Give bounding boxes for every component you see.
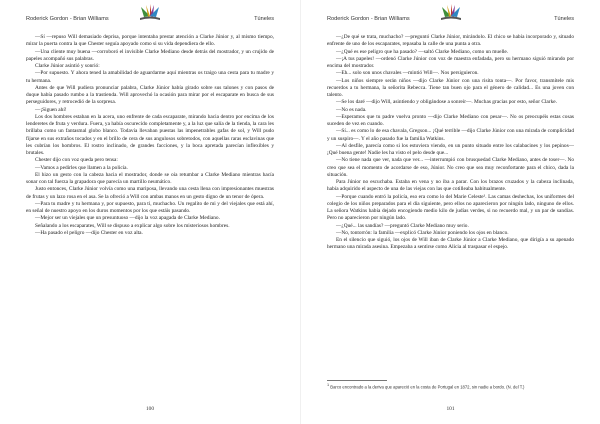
footnote-mark: 1 [327, 383, 330, 387]
paragraph: Señalando a los escaparates, Will se dispuso a explicar algo sobre los misteriosos hombres. [35, 222, 230, 229]
right-page [300, 0, 600, 424]
paragraph: —Eh... solo son unos chavales —mintió Will—. Nos persiguieron. [336, 70, 479, 77]
paragraph: —Por supuesto. Y ahora tened la amabilidad de aguardarme aquí mientras os traigo una cesta para tu madre y tu hermana. [26, 70, 274, 84]
paragraph: Antes de que Will pudiera pronunciar palabra, Clarke Júnior había girado sobre sus talones y con pasos de duque había pasado rumbo a la trastienda. Will aprovechó la ocasión para mirar por el escaparate en busca de sus perseguidores, y retrocedió de la sorpresa. [26, 84, 274, 106]
publisher-logo-icon [438, 4, 464, 24]
paragraph: —Sí... es como lo de esa chavala, Gregson... ¡Qué terrible —dijo Clarke Júnior con una mirada de complicidad y un suspiro—. Y el año pasado fue la familia Watkins. [327, 128, 574, 142]
paragraph: —¡A tus papeles! —ordenó Clarke Júnior con voz de maestra enfadada, pero su hermano siguió mirando por encima del mostrador. [327, 55, 574, 69]
right-page-number: 101 [446, 406, 455, 412]
paragraph: Chester dijo con voz queda pero tensa: [35, 157, 118, 164]
paragraph: —¿Qué es ese peligro que ha pasado? —saltó Clarke Mediano, como un muelle. [336, 48, 509, 55]
paragraph: —Una cliente muy buena —corroboró el invisible Clarke Mediano desde detrás del mostrador, y un crujido de papeles acompañó sus palabras. [26, 48, 274, 62]
paragraph: —Se los daré —dijo Will, asintiendo y obligándose a sonreír—. Muchas gracias por esto, señor Clarke. [336, 99, 557, 106]
paragraph: —Los niños siempre serán niños —dijo Clarke Júnior con una risita tonta—. Por favor, transmítele mis recuerdos a tu hermana, la señorita Rebecca. Tiene tan buen ojo para el género de calidad... Es una joven con talento. [327, 77, 574, 98]
right-page-body [327, 34, 574, 252]
header-book-title: Túneles [554, 16, 574, 22]
paragraph: —Ha pasado el peligro —dijo Chester en voz alta. [35, 229, 143, 236]
paragraph: —No tiene nada que ver, nada que ver... —interrumpió con brusquedad Clarke Mediano, antes de toser—. No creo que sea el momento de acordarse de eso, Júnior. No creo que sea muy reconfortante para el chico, dada la situación. [327, 157, 574, 178]
paragraph: —Vamos a pedirles que llamen a la policía. [35, 164, 128, 171]
paragraph: El hizo un gesto con la cabeza hacia el mostrador, donde se oía retumbar a Clarke Mediano mientras hacía sonar con tal fuerza la grapadora que parecía un martillo neumático. [26, 171, 274, 185]
paragraph: —Sí —repuso Will demasiado deprisa, porque intentaba prestar atención a Clarke Júnior y, al mismo tiempo, mirar la puerta contra la que Chester seguía apoyado como si su vida dependiera de ello. [26, 34, 274, 48]
footnote [327, 383, 574, 390]
footnote-text: Barco encontrado a la deriva que apareció en la costa de Portugal en 1872, sin nadie a bordo. (N. del T.) [330, 384, 525, 390]
paragraph: —¿Qué... las sandías? —preguntó Clarke Mediano muy serio. [336, 222, 469, 229]
paragraph: —Esperamos que tu padre vuelva pronto —dijo Clarke Mediano con pesar—. No os preocupéis estas cosas suceden de vez en cuando. [327, 113, 574, 127]
header-book-title: Túneles [254, 16, 274, 22]
paragraph: —No es nada. [336, 106, 367, 113]
paragraph: Los dos hombres estaban en la acera, uno enfrente de cada escaparate, mirando hacia dentro por encima de los lenderetes de fruta y verdura. Fuera, ya había oscurecido completamente y, a la luz que salía de la tienda, la cara les brillaba como un fantasmal globo blanco. Todavía llevaban puestas las impenetrables gafas de sol, y Will pudo fijarse en sus extraños tocados y en el brillo de cera de sus angulosos sobretodos, con aquellas raras esclavinas que les cubrían los hombros. El rostro inclinado, de grandes facciones, y la boca apretada parecían inflexibles y brutales. [26, 113, 274, 156]
left-page-body [26, 34, 274, 237]
paragraph: —No, tontorrón: la familia —explicó Clarke Júnior poniendo los ojos en blanco. [336, 229, 509, 236]
paragraph: Para Júnior no escuchaba. Estaba en vena y no iba a parar. Con los brazos cruzados y la cabeza inclinada, había adquirido el aspecto de una de las viejas con las que cotilleaba habitualmente. [327, 179, 574, 193]
paragraph: —¡Siguen ahí! [35, 106, 67, 113]
header-author: Roderick Gordon - Brian Williams [26, 16, 109, 22]
paragraph: —¿De qué se trata, muchacho? —preguntó Clarke Júnior, mirándolo. El chico se había incorporado y, situado enfrente de uno de los escaparates, repasaba la calle de una punta a otra. [327, 34, 574, 48]
publisher-logo-icon [137, 4, 163, 24]
paragraph: Clarke Júnior asintió y sonrió: [35, 63, 100, 69]
paragraph: Justo entonces, Clarke Júnior volvía como una mariposa, llevando una cesta llena con impresionantes muestras de frutas y un lazo rosa en el asa. Se la ofreció a Will con ambas manos en un gesto digno de un tenor de ópera. [26, 186, 274, 200]
footnote-divider [327, 380, 387, 381]
paragraph: —Porque cuando entró la policía, eso era como lo del Marie Celeste¹. Las camas deshechas, los uniformes del colegio de los niños preparados para el día siguiente, pero ellos no aparecieron por ningún lado, ninguno de ellos. La señora Watkins había dejado encogiendo medio kilo de judías verdes, si no recuerdo mal, y un par de sandías. Pero no aparecieron por ningún lado. [327, 193, 574, 222]
paragraph: —Mejor ser un viejales que un presuntuoso —dijo la voz apagada de Clarke Mediano. [35, 215, 220, 222]
paragraph: —Para tu madre y tu hermana y, por supuesto, para ti, muchacho. Un regalito de mi y del viejales que está ahí, en señal de nuestro apoyo en los duros momentos por los que estáis pasando. [26, 200, 274, 214]
paragraph: En el silencio que siguió, los ojos de Will iban de Clarke Júnior a Clarke Mediano, que dirigía a su apenado hermano una mirada asesina. Empezaba a sentirse como Alicia al traspasar el espejo. [327, 237, 574, 251]
left-page-number: 100 [145, 406, 155, 412]
header-author: Roderick Gordon - Brian Williams [327, 16, 410, 22]
paragraph: —Al desfile, parecía como si los estuviera viendo, en un punto situado entre los calabacines y los pepinos— ¡Qué buena gente! Nadie les ha visto el pelo desde que... [327, 142, 574, 156]
